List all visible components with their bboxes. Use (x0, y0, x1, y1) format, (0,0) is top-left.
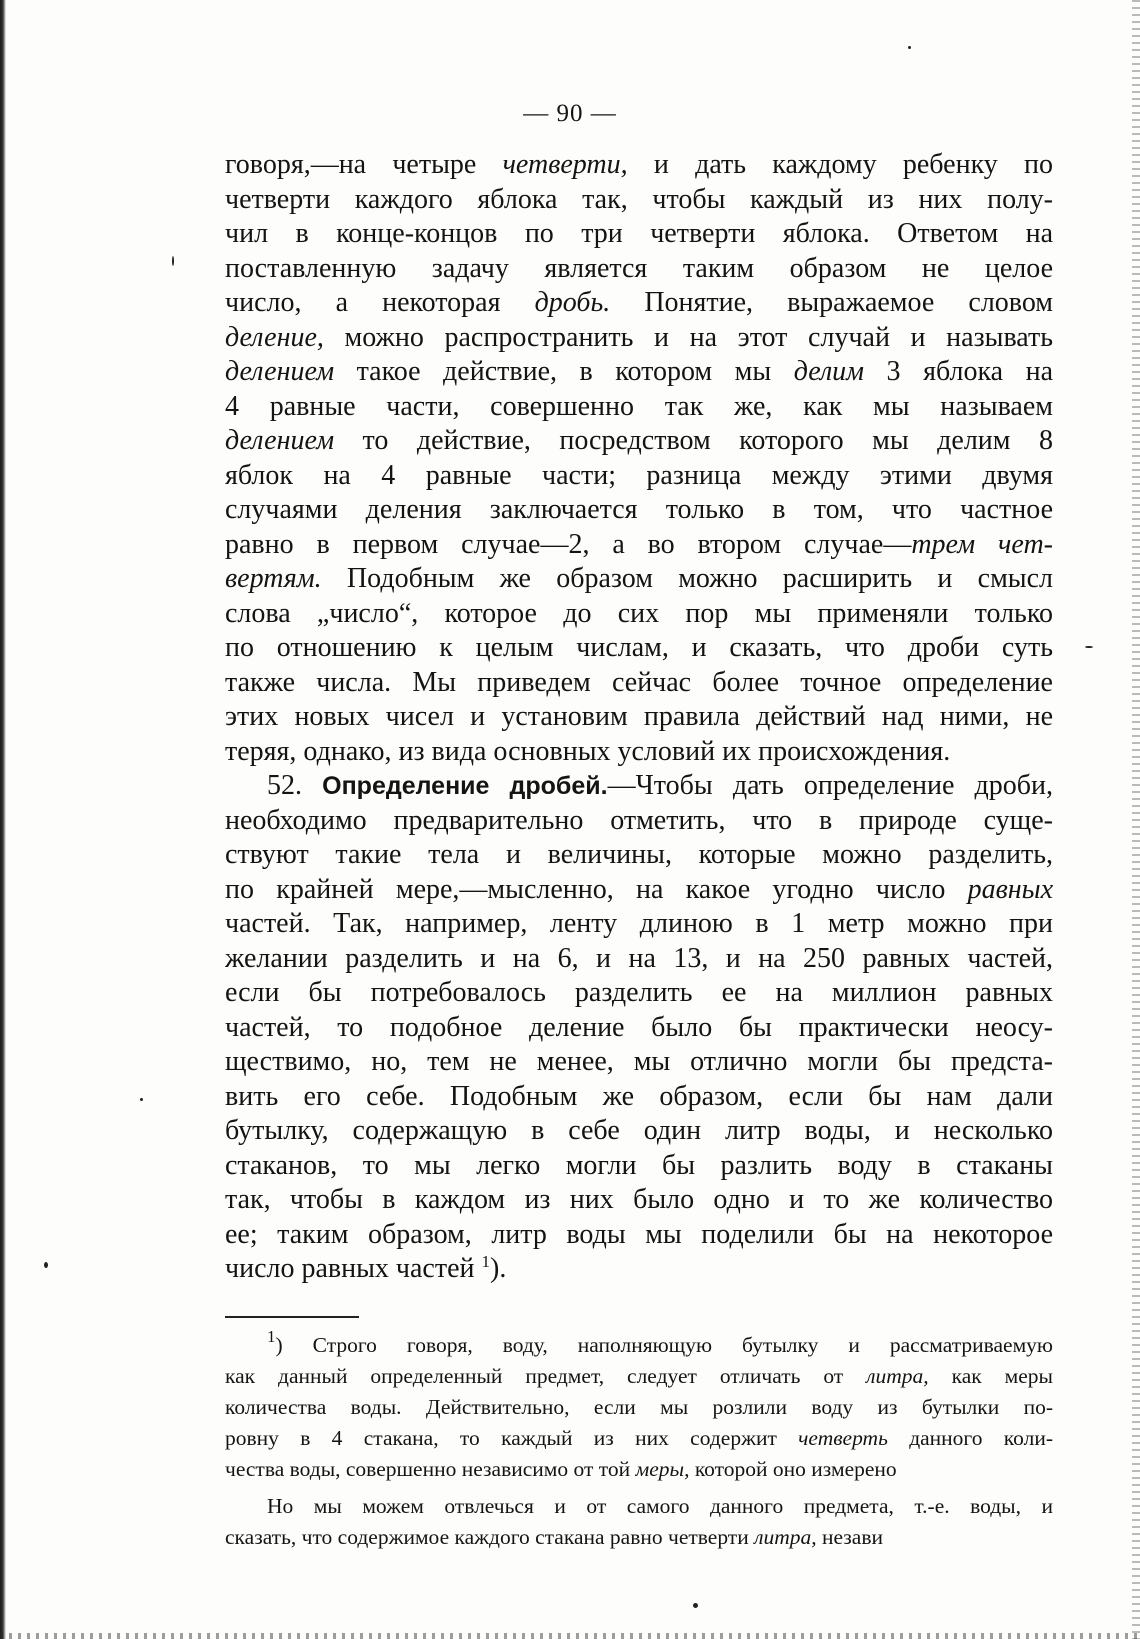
italic-run: литра, (866, 1364, 929, 1388)
text-run: 3 яблока на (864, 356, 1053, 387)
text-line (225, 217, 1053, 252)
italic-run: четверть (798, 1426, 888, 1450)
italic-run: равных (967, 873, 1053, 905)
scan-speck (693, 1603, 698, 1608)
text-run: чил в конце-концов по три четверти яблока. Ответом на (225, 218, 1053, 249)
text-run: —Чтобы дать определение дроби, (607, 770, 1053, 801)
text-run: этих новых чисел и установим правила действий над ними, не (225, 701, 1053, 732)
text-run: Но мы можем отвлечься и от самого данного предмета, т.-е. воды, и (267, 1494, 1053, 1518)
italic-run: делением (225, 356, 335, 387)
page-number: — 90 — (523, 100, 617, 127)
text-line (225, 804, 1053, 839)
text-line (225, 148, 1053, 183)
text-run: ществимо, но, тем не менее, мы отлично могли бы предста- (225, 1046, 1053, 1077)
text-run: как меры (928, 1364, 1053, 1388)
text-run: сказать, что содержимое каждого стакана равно четверти (225, 1525, 755, 1549)
text-line (225, 528, 1053, 563)
text-line (225, 735, 1053, 770)
text-run: теряя, однако, из вида основных условий их происхождения. (225, 735, 951, 767)
text-run: по отношению к целым числам, и сказать, что дроби суть (225, 632, 1053, 663)
text-run: необходимо предварительно отметить, что в природе суще- (225, 804, 1053, 836)
italic-run: вертям. (225, 563, 322, 594)
text-run: так, чтобы в каждом из них было одно и то же количество (225, 1184, 1053, 1215)
text-line (225, 493, 1053, 528)
italic-run: трем чет- (911, 528, 1053, 560)
main-text (225, 148, 1053, 1287)
text-line (225, 1252, 1053, 1287)
text-line (225, 1149, 1053, 1184)
text-line (225, 1080, 1053, 1115)
text-run: число равных частей (225, 1253, 482, 1284)
text-run: то действие, посредством которого мы делим 8 (334, 425, 1053, 456)
text-line (225, 355, 1053, 390)
text-line (225, 1218, 1053, 1253)
text-run: ее; таким образом, литр воды мы поделили бы на некоторое (225, 1218, 1053, 1250)
text-run: ствуют такие тела и величины, которые можно разделить, (225, 839, 1053, 870)
text-run: данного коли- (887, 1426, 1053, 1450)
scan-speck (908, 46, 911, 49)
text-run: частей. Так, например, ленту длиною в 1 метр можно при (225, 908, 1053, 939)
text-run: как данный определенный предмет, следует отличать от (225, 1364, 867, 1388)
italic-run: деление, (225, 321, 324, 353)
text-run: случаями деления заключается только в том, что частное (225, 494, 1053, 525)
italic-run: меры, (635, 1457, 690, 1481)
footnotes (225, 1330, 1053, 1553)
footnote-line (225, 1491, 1053, 1522)
text-run: количества воды. Действительно, если мы розлили воду из бутылки по- (225, 1395, 1053, 1419)
text-run: желании разделить и на 6, и на 13, и на 250 равных частей, (225, 942, 1053, 974)
text-line (225, 390, 1053, 425)
text-run: число, а некоторая (225, 287, 535, 318)
text-run: 4 равные части, совершенно так же, как мы называем (225, 390, 1053, 422)
text-run: равно в первом случае—2, а во втором случае— (225, 528, 912, 560)
footnote-line (225, 1423, 1053, 1454)
scan-speck (44, 1262, 48, 1268)
text-run: говоря,—на четыре (225, 149, 503, 180)
text-line (225, 597, 1053, 632)
text-run: ) Строго говоря, воду, наполняющую бутылку и рассматриваемую (275, 1333, 1053, 1357)
text-run: ровну в 4 стакана, то каждый из них содержит (225, 1426, 799, 1450)
text-line (225, 666, 1053, 701)
text-run: Подобным же образом можно расширить и смысл (321, 563, 1053, 594)
text-run: если бы потребовалось разделить ее на миллион равных (225, 977, 1053, 1008)
text-line (225, 252, 1053, 287)
text-run: и дать каждому ребенку по (627, 149, 1053, 180)
italic-run: делением (225, 425, 335, 456)
text-line (225, 1011, 1053, 1046)
text-run: также числа. Мы приведем сейчас более точное определение (225, 666, 1053, 698)
text-line (225, 942, 1053, 977)
text-run: частей, то подобное деление было бы практически неосу- (225, 1011, 1053, 1043)
footnote-marker: 1 (481, 1252, 490, 1271)
scan-speck (172, 256, 174, 266)
text-line (225, 321, 1053, 356)
text-run: 52. (267, 770, 323, 801)
text-line (225, 631, 1053, 666)
text-line (225, 769, 1053, 804)
text-line (225, 1114, 1053, 1149)
text-line (225, 286, 1053, 321)
text-run: которой оно измерено (689, 1457, 897, 1481)
scan-speck (1085, 646, 1093, 648)
text-line (225, 424, 1053, 459)
text-run: по крайней мере,—мысленно, на какое угодно число (225, 873, 968, 905)
section-title: Определение дробей. (322, 772, 608, 800)
text-run: ). (490, 1253, 507, 1284)
scan-left-edge (0, 0, 6, 1639)
text-run: слова „число“, которое до сих пор мы применяли только (225, 597, 1053, 629)
text-line (225, 838, 1053, 873)
text-run: стаканов, то мы легко могли бы разлить воду в стаканы (225, 1149, 1053, 1181)
text-run: чества воды, совершенно независимо от той (225, 1457, 636, 1481)
footnote-line (225, 1454, 1053, 1485)
scan-bottom-edge (0, 1633, 1140, 1639)
text-line (225, 459, 1053, 494)
text-run: можно распространить и на этот случай и называть (323, 321, 1053, 353)
scan-right-edge (1132, 0, 1140, 1639)
text-run: вить его себе. Подобным же образом, если бы нам дали (225, 1080, 1053, 1112)
footnote-marker: 1 (267, 1330, 276, 1346)
text-run: незави (816, 1525, 883, 1549)
footnote-line (225, 1392, 1053, 1423)
text-line (225, 700, 1053, 735)
text-line (225, 1045, 1053, 1080)
italic-run: делим (793, 356, 865, 387)
text-line (225, 976, 1053, 1011)
text-line (225, 1183, 1053, 1218)
text-run: четверти каждого яблока так, чтобы каждый из них полу- (225, 183, 1053, 215)
text-run: бутылку, содержащую в себе один литр воды, и несколько (225, 1115, 1053, 1146)
text-line (225, 907, 1053, 942)
footnote-line (225, 1361, 1053, 1392)
text-line (225, 183, 1053, 218)
text-run: поставленную задачу является таким образом не целое (225, 252, 1053, 284)
text-run: такое действие, в котором мы (334, 356, 794, 387)
text-line (225, 873, 1053, 908)
footnote-line (225, 1522, 1053, 1553)
italic-run: дробь. (534, 287, 611, 318)
italic-run: четверти, (502, 149, 628, 180)
footnote-rule (225, 1316, 359, 1318)
text-run: Понятие, выражаемое словом (610, 287, 1053, 318)
footnote-line (225, 1330, 1053, 1361)
italic-run: литра, (754, 1525, 817, 1549)
scan-speck (140, 1098, 143, 1101)
text-run: яблок на 4 равные части; разница между этими двумя (225, 459, 1053, 491)
text-line (225, 562, 1053, 597)
